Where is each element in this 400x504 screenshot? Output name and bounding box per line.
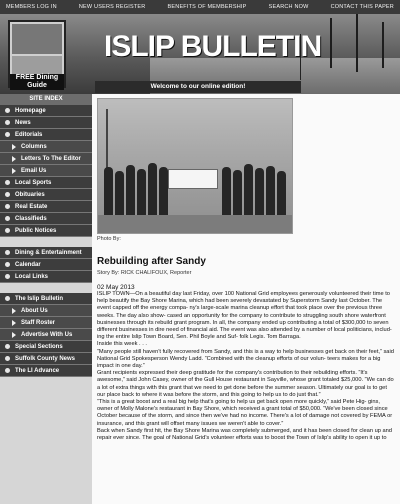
topnav-contact[interactable]: CONTACT THIS PAPER [330,4,394,10]
boat-mast-icon [382,22,384,68]
bullet-icon [5,356,10,361]
bullet-icon [5,108,10,113]
sidebar-group-main [0,105,92,237]
article-paragraph: ISLIP TOWN—On a beautiful day last Friday, over 100 National Grid employees generously volunteered their time to help beautify the Bay Shore Marina, which had been severely devastated by Superstorm Sandy last October. The event capped off the energy compa- ny's large-scale marina cleanup effort that took place over the previous three weeks. The day also show- cased an opportunity for the company to contribute to struggling south shore waterfront businesses through its rebuild grant program. In all, the company ended up contributing a total of $300,000 to seven different businesses in dire need of financial aid. The event was also attended by a number of local politicians, includ- ing the entire Islip Town Board, Sen. Phil Boyle and Suf- folk Legis. Tom Barraga. [97,291,392,341]
sidebar-group-extras [0,247,92,283]
sidebar-item-obituaries[interactable] [0,189,92,201]
sidebar-item-classifieds[interactable] [0,213,92,225]
bullet-icon [5,250,10,255]
sidebar-item-label: Advertise With Us [21,331,73,338]
article-photo[interactable] [97,98,293,234]
photo-credit: Photo By: [97,236,121,242]
oversized-check-image [168,169,218,189]
bullet-icon [5,296,10,301]
bullet-icon [5,368,10,373]
bullet-icon [5,180,10,185]
sidebar-item-public-notices[interactable] [0,225,92,237]
boat-mast-icon [330,18,332,68]
sidebar-item-label: News [15,119,31,126]
bullet-icon [5,192,10,197]
sidebar-item-label: Editorials [15,131,43,138]
article-paragraph: Grant recipients expressed their deep gratitude for the company's contribution to their rebuilding efforts. “It's awesome,” said John Casey, owner of the Gull House restaurant in Sayville, whose grant totaled $25,000. “We can do a lot of extra things with this grant that we need to get done before the summer season. Ultimately our goal is to get our place back to where it was before the storm, and this going to help us to do just that.” [97,370,394,398]
arrow-right-icon [12,320,16,326]
sidebar-item-staff-roster[interactable] [0,317,92,329]
dining-guide-ad[interactable] [8,20,66,88]
sidebar-item-local-links[interactable] [0,271,92,283]
sidebar [0,94,92,504]
arrow-right-icon [12,308,16,314]
sidebar-item-about-us[interactable] [0,305,92,317]
topnav-new-users-register[interactable]: NEW USERS REGISTER [78,4,146,10]
sidebar-item-label: Dining & Entertainment [15,249,82,256]
topnav-members-log-in[interactable]: MEMBERS LOG IN [6,4,57,10]
article-date: 02 May 2013 [97,284,135,291]
sidebar-item-label: The Islip Bulletin [15,295,64,302]
article-headline: Rebuilding after Sandy [97,256,206,267]
article-paragraph: Inside this week . . . [97,341,147,348]
sidebar-item-editorials[interactable] [0,129,92,141]
sidebar-item-the-li-advance[interactable] [0,365,92,377]
sidebar-item-suffolk-county-news[interactable] [0,353,92,365]
article-paragraph: “Many people still haven't fully recovered from Sandy, and this is a way to help businesses get back on their feet,” said National Grid Spokesperson Wendy Ladd. “Combined with the cleanup efforts of our volun- teers makes for a big impact in one day.” [97,348,394,370]
sidebar-item-label: The LI Advance [15,367,60,374]
site-logo[interactable]: ISLIP BULLETIN [104,30,322,63]
sidebar-item-local-sports[interactable] [0,177,92,189]
bullet-icon [5,132,10,137]
dining-guide-label: FREE Dining Guide [10,74,64,90]
sidebar-item-label: Suffolk County News [15,355,76,362]
sidebar-item-calendar[interactable] [0,259,92,271]
bullet-icon [5,228,10,233]
sidebar-item-label: Homepage [15,107,46,114]
bullet-icon [5,274,10,279]
sidebar-item-homepage[interactable] [0,105,92,117]
sidebar-item-columns[interactable] [0,141,92,153]
sidebar-item-advertise-with-us[interactable] [0,329,92,341]
sidebar-item-special-sections[interactable] [0,341,92,353]
bullet-icon [5,216,10,221]
arrow-right-icon [12,332,16,338]
sidebar-item-label: Letters To The Editor [21,155,81,162]
boat-mast-icon [356,14,358,72]
article-paragraph: “This is a great boost and a real big help that's going to help us get back open more quickly,” said Pete Hig- gins, owner of Molly Malone's restaurant in Bay Shore, which received a grant total of $50,000. “We've been closed since October because of the storm, and since then we've had no income. There's a lot of damage not covered by FEMA or insurance, and this grant will offset many issues we weren't able to cover.” [97,399,393,427]
arrow-right-icon [12,144,16,150]
sidebar-item-label: Public Notices [15,227,57,234]
sidebar-item-label: Local Links [15,273,49,280]
sidebar-item-label: Special Sections [15,343,63,350]
sidebar-item-label: Email Us [21,167,47,174]
sidebar-item-dining-and-entertainment[interactable] [0,247,92,259]
sidebar-group-paper [0,293,92,377]
sidebar-item-label: Columns [21,143,47,150]
sidebar-item-label: Local Sports [15,179,52,186]
arrow-right-icon [12,156,16,162]
topnav-benefits[interactable]: BENEFITS OF MEMBERSHIP [167,4,247,10]
bullet-icon [5,262,10,267]
sidebar-item-label: Real Estate [15,203,48,210]
topnav-search-now[interactable]: SEARCH NOW [268,4,309,10]
sidebar-item-label: Obituaries [15,191,45,198]
article-paragraph: Back when Sandy first hit, the Bay Shore Marina was completely submerged, and it has been closed for clean up and repair ever since. The goal of National Grid's volunteer efforts was to boost the Town of Islip's ability to open it up to [97,427,392,442]
bullet-icon [5,344,10,349]
sidebar-item-label: Calendar [15,261,41,268]
sidebar-item-label: Classifieds [15,215,47,222]
header-banner [0,14,400,94]
sidebar-item-letters-to-the-editor[interactable] [0,153,92,165]
top-nav [0,0,400,14]
sidebar-item-real-estate[interactable] [0,201,92,213]
sidebar-item-label: Staff Roster [21,319,56,326]
bullet-icon [5,120,10,125]
sidebar-title: SITE INDEX [0,94,92,105]
sidebar-item-label: About Us [21,307,48,314]
welcome-bar: Welcome to our online edition! [95,81,301,93]
sidebar-item-the-islip-bulletin[interactable] [0,293,92,305]
article-byline: Story By: RICK CHALIFOUX, Reporter [97,270,192,276]
sidebar-item-news[interactable] [0,117,92,129]
article-body [97,291,395,442]
sidebar-item-email-us[interactable] [0,165,92,177]
bullet-icon [5,204,10,209]
arrow-right-icon [12,168,16,174]
main-content [92,94,400,504]
